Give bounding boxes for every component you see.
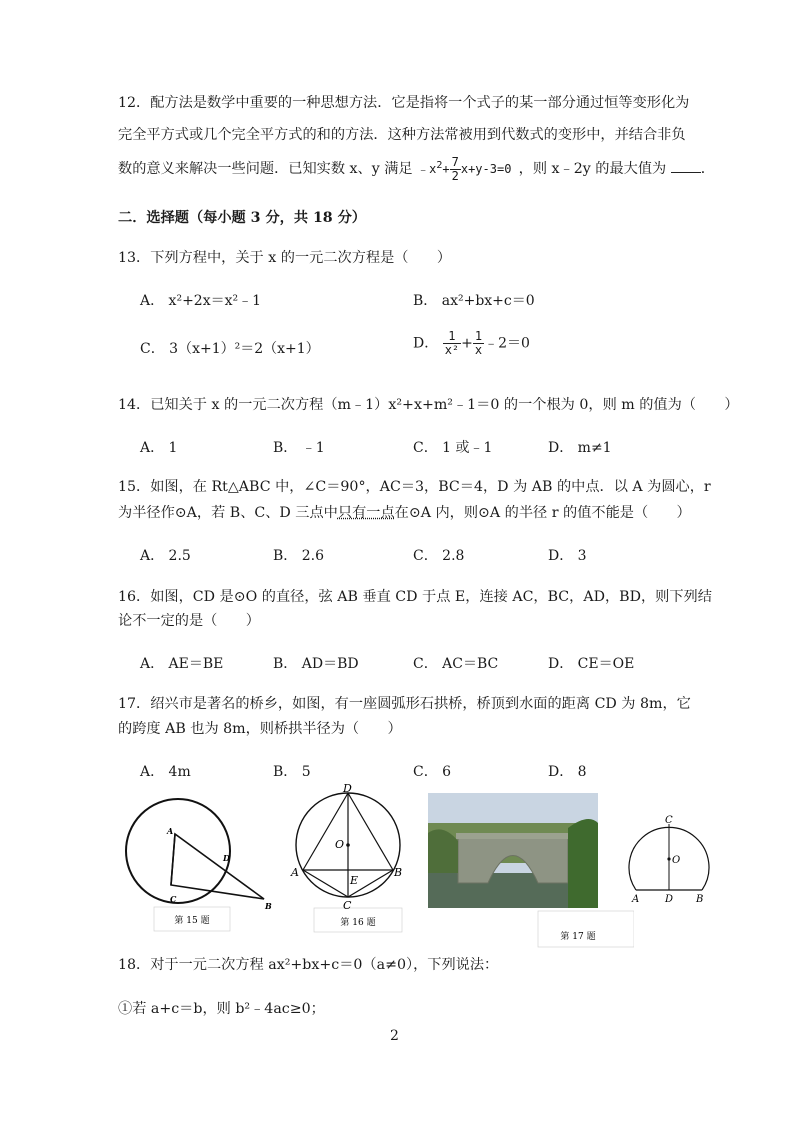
q12-line3-text-a: 数的意义来解决一些问题．已知实数 x、y 满足 [118,161,413,177]
figure-15 [118,795,278,935]
q12-line1: 12．配方法是数学中重要的一种思想方法．它是指将一个式子的某一部分通过恒等变形化为 [118,95,690,111]
fig16-center-point [346,843,350,847]
q12-line3 [118,155,715,183]
q13-option-c: C． 3（x+1）²＝2（x+1） [140,341,320,357]
fig16-line-ac [303,870,348,897]
q16-line2: 论不一定的是（ ） [118,613,260,629]
q12-end: ． [700,161,715,177]
q15-option-c: C． 2.8 [413,548,465,564]
q13-d-frac1-den: x² [444,343,460,357]
fig16-caption: 第 16 题 [340,918,376,928]
q14-option-c: C． 1 或﹣1 [413,440,493,456]
page-number: 2 [390,1028,399,1044]
fig16-label-o: O [335,838,345,851]
fig17-label-d: D [665,894,674,905]
q15-option-b: B． 2.6 [273,548,325,564]
q14-option-b: B． ﹣1 [273,440,325,456]
q13-d-label: D． [413,335,439,352]
q18-stem: 18．对于一元二次方程 ax²+bx+c＝0（a≠0），下列说法： [118,957,499,973]
q12-eq-plus: + [442,162,450,176]
fig17-label-o: O [672,855,681,866]
fig16-label-c: C [343,899,352,912]
fig16-line-ad [303,793,348,870]
q14-stem: 14．已知关于 x 的一元二次方程（m﹣1）x²+x+m²﹣1＝0 的一个根为 0，则 m 的值为（ ） [118,397,739,413]
q15-emphasis: 只有一点 [337,505,395,521]
fig16-label-a: A [291,866,299,879]
figure-17-photo [428,793,634,953]
fig15-label-b: B [265,901,272,911]
q14-option-d: D． m≠1 [548,440,612,456]
q13-option-a: A． x²+2x＝x²﹣1 [140,293,262,309]
fig15-side-ac [171,834,175,885]
fig15-label-c: C [170,894,177,904]
q15-line1: 15．如图，在 Rt△ABC 中，∠C＝90°，AC＝3，BC＝4，D 为 AB 的中点．以 A 为圆心，r [118,479,711,495]
fig16-label-b: B [394,866,403,879]
fig15-triangle [171,834,264,899]
fig17-center-point [667,857,670,860]
fig17-label-a: A [632,894,640,905]
q13-option-d: D． $\frac{1}{\text{x²}}$ + $\frac{1}{x}$ ﹣2＝0 [413,329,530,357]
q15-option-a: A． 2.5 [140,548,191,564]
q16-option-b: B． AD＝BD [273,656,359,672]
q16-line1: 16．如图，CD 是⊙O 的直径，弦 AB 垂直 CD 于点 E，连接 AC，BC，AD，BD，则下列结 [118,589,712,605]
fig16-label-d: D [343,782,352,795]
photo-bridge-deck [456,833,570,839]
q18-item-1: ①若 a+c＝b，则 b²﹣4ac≥0； [118,1001,325,1017]
q17-option-d: D． 8 [548,764,587,780]
section-heading: 二．选择题（每小题 3 分，共 18 分） [118,210,366,226]
q15-line2-b: 在⊙A 内，则⊙A 的半径 r 的值不能是（ ） [394,505,691,521]
q13-stem: 13．下列方程中，关于 x 的一元二次方程是（ ） [118,250,452,266]
q12-line2: 完全平方式或几个完全平方式的和的方法．这种方法常被用到代数式的变形中，并结合非负 [118,127,686,143]
q13-d-frac2-num: 1 [474,329,483,343]
fig16-label-e: E [350,874,359,887]
fig15-caption: 第 15 题 [174,916,210,926]
q12-eq-right: x+y-3=0 [460,162,512,176]
q12-line3-text-b: ，则 x﹣2y 的最大值为 [518,161,667,177]
q12-fraction [450,156,461,183]
q17-option-c: C． 6 [413,764,452,780]
fig16-line-bd [348,793,393,870]
q13-d-tail: ﹣2＝0 [484,335,530,352]
photo-foliage-right [568,819,598,908]
q12-eq-sup: 2 [436,160,443,171]
q17-option-a: A． 4m [140,764,191,780]
fig15-label-a: A [167,826,174,836]
fig15-circle [126,799,230,903]
fig17-label-b: B [696,894,704,905]
q15-line2 [118,502,691,524]
q12-equation [417,155,519,183]
q15-option-d: D． 3 [548,548,587,564]
q16-option-c: C． AC＝BC [413,656,499,672]
figure-16 [288,780,408,936]
figure-17-diagram [624,812,714,908]
q17-option-b: B． 5 [273,764,311,780]
q17-line1: 17．绍兴市是著名的桥乡，如图，有一座圆弧形石拱桥，桥顶到水面的距离 CD 为 8m，它 [118,696,691,712]
q15-line2-a: 为半径作⊙A，若 B、C、D 三点中 [118,505,338,521]
q14-option-a: A． 1 [140,440,178,456]
q12-frac-num: 7 [451,155,459,169]
q13-d-frac2-den: x [474,343,483,357]
fig17-label-c: C [665,815,673,826]
q16-option-a: A． AE＝BE [140,656,224,672]
q12-frac-den: 2 [451,169,459,183]
fig17-caption: 第 17 题 [560,932,596,942]
q17-line2: 的跨度 AB 也为 8m，则桥拱半径为（ ） [118,721,402,737]
q13-d-frac1 [443,330,461,357]
q16-option-d: D． CE＝OE [548,656,635,672]
q12-eq-left: ﹣x [417,162,437,176]
q13-d-frac1-num: 1 [443,330,461,344]
fig15-label-d: D [223,853,230,863]
q13-d-frac2 [473,330,484,357]
q13-option-b: B． ax²+bx+c＝0 [413,293,535,309]
answer-blank[interactable] [671,160,701,173]
